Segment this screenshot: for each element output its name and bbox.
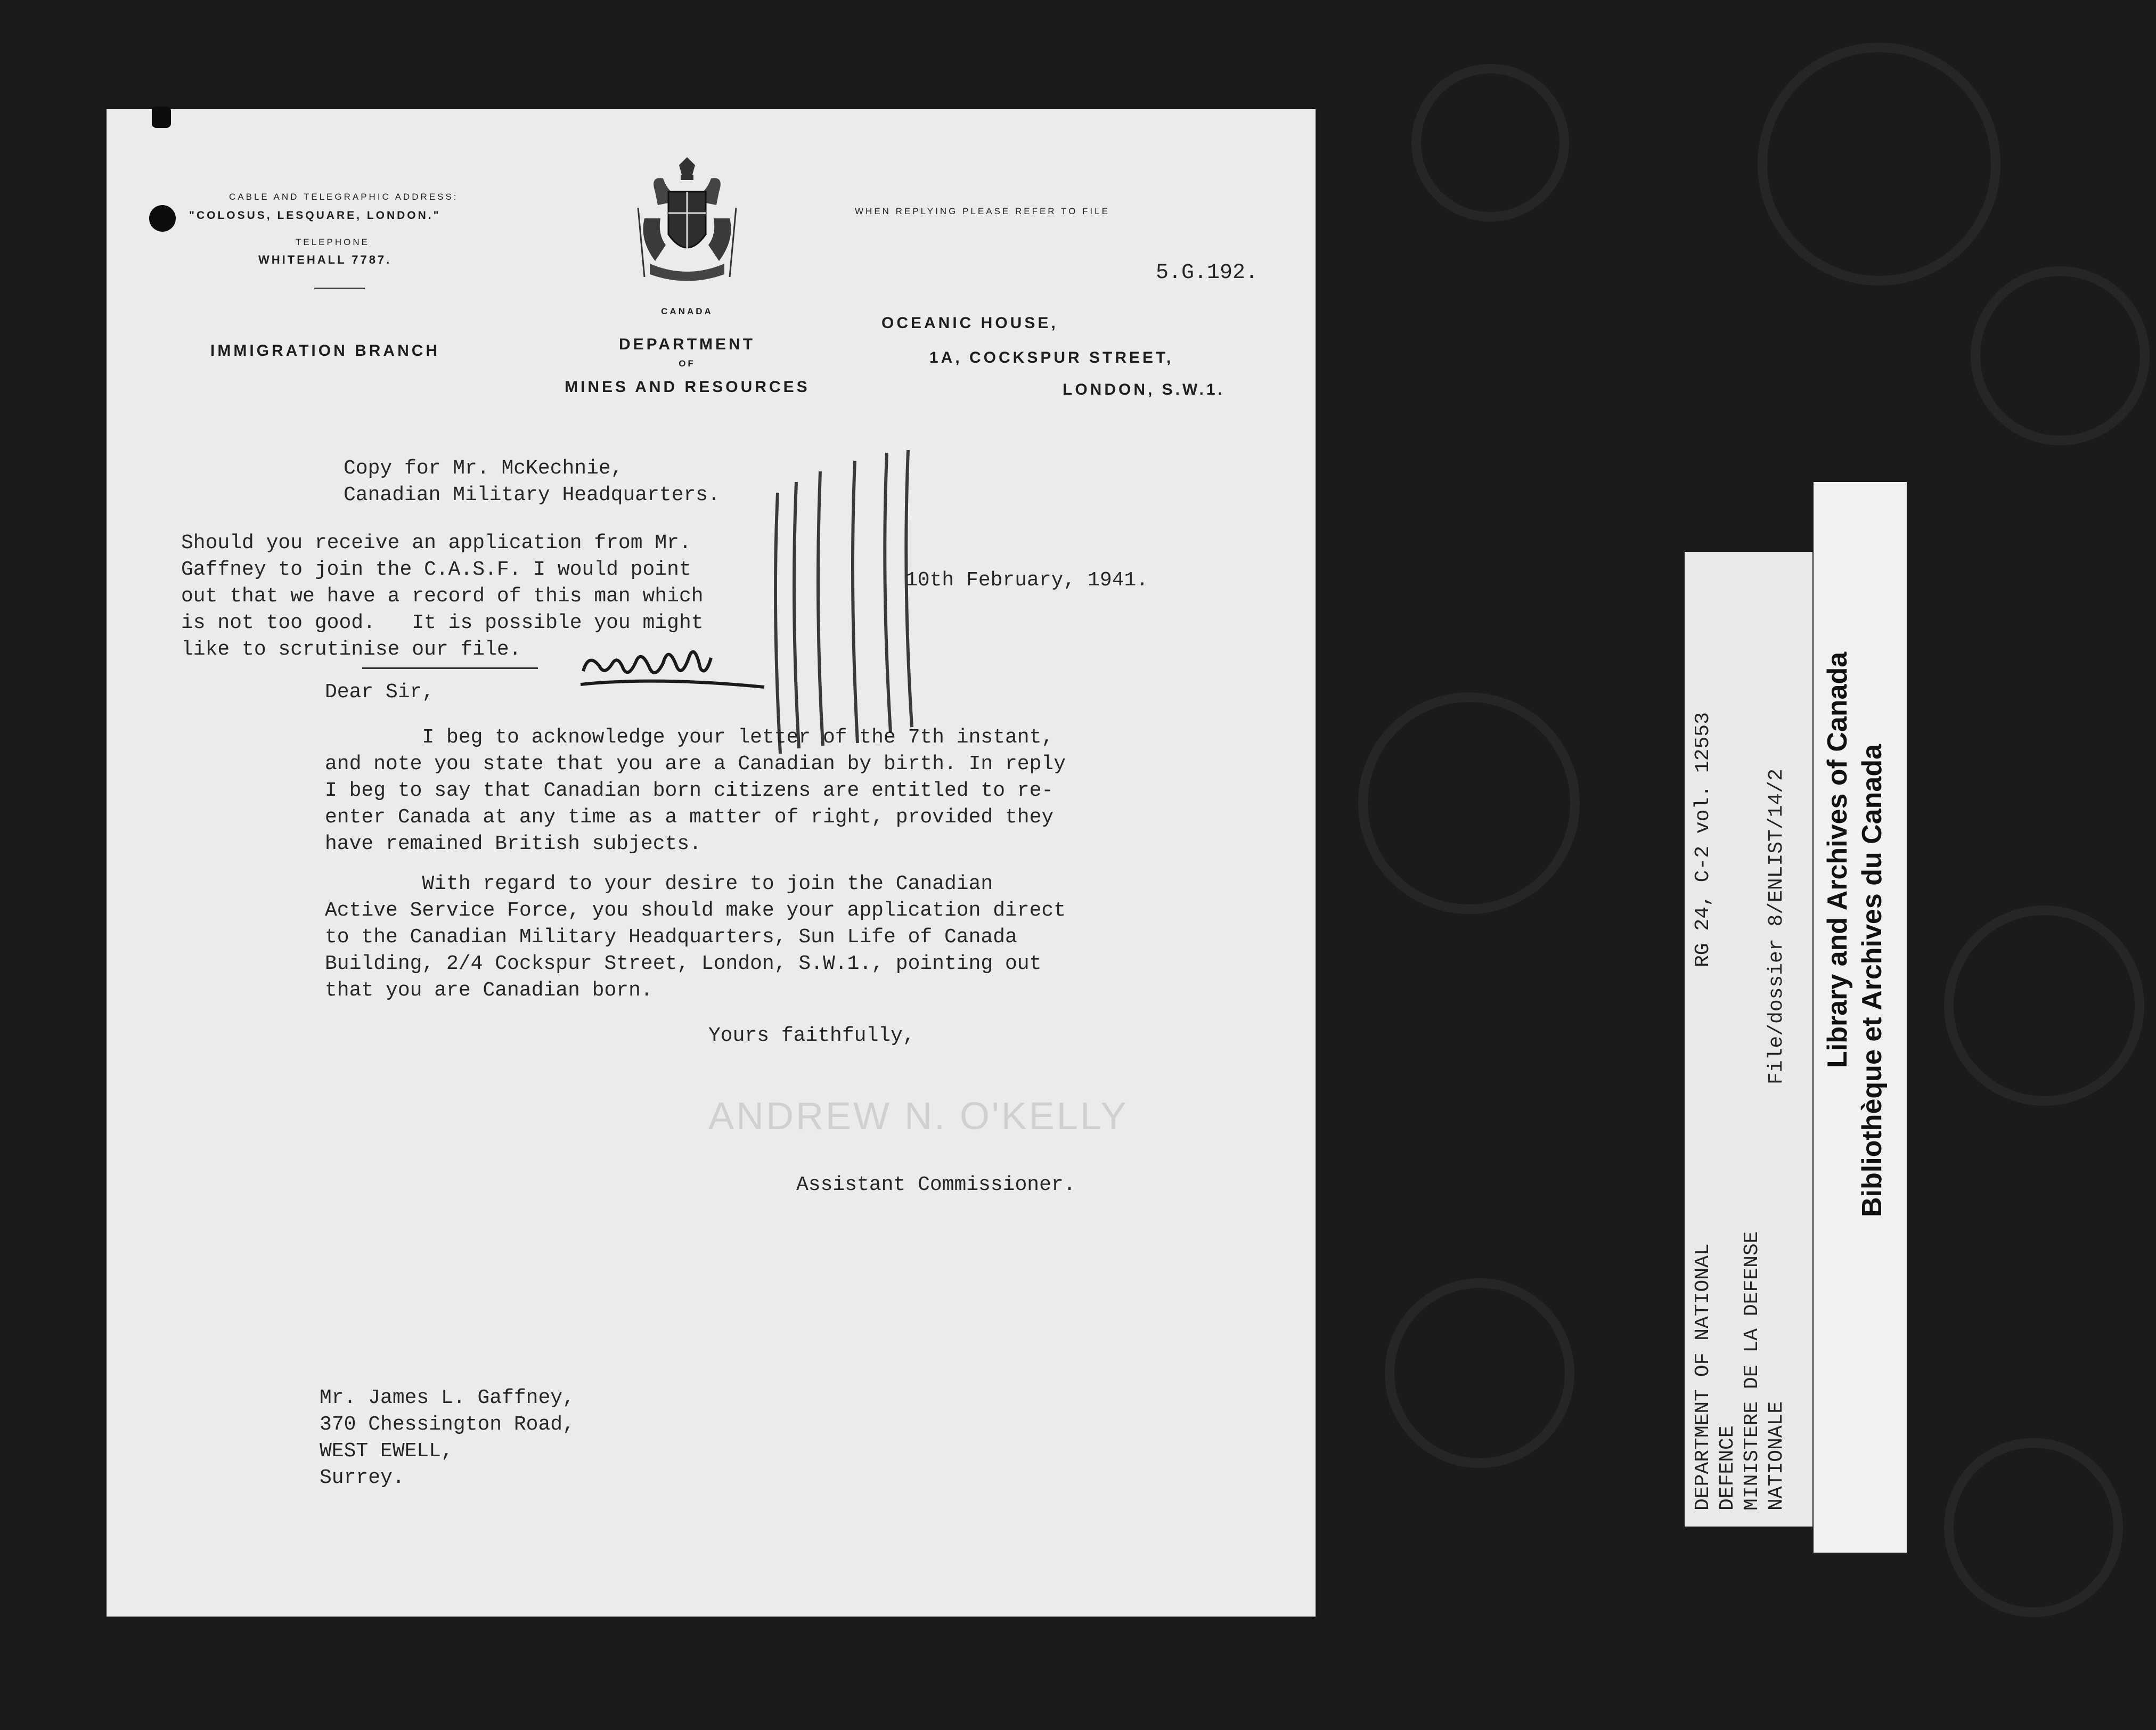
body-line: Active Service Force, you should make your application direct — [325, 899, 1066, 922]
cable-label: CABLE AND TELEGRAPHIC ADDRESS: — [229, 192, 459, 202]
archive-col2-line1: RG 24, C-2 vol. 12553 — [1692, 712, 1714, 967]
letter-page — [107, 109, 1316, 1617]
recipient-line: Mr. James L. Gaffney, — [320, 1386, 575, 1409]
copy-note-line2: Canadian Military Headquarters. — [344, 484, 720, 507]
telephone-number: WHITEHALL 7787. — [258, 253, 392, 266]
lac-line2: Bibliothèque et Archives du Canada — [1857, 744, 1888, 1217]
body-line: With regard to your desire to join the Canadian — [325, 872, 993, 895]
closing: Yours faithfully, — [708, 1024, 915, 1047]
body-paragraph-1 — [325, 724, 1066, 858]
file-reference: 5.G.192. — [1156, 261, 1259, 285]
letterhead-rule — [314, 288, 365, 289]
archive-reference-label — [1685, 552, 1812, 1527]
archive-col1-line1: DEPARTMENT OF NATIONAL — [1692, 1243, 1714, 1511]
archive-col1-line2: DEFENCE — [1716, 1425, 1739, 1511]
archive-col2-line2: MINISTERE DE LA DEFENSE — [1741, 1231, 1763, 1511]
lac-line1: Library and Archives of Canada — [1822, 651, 1853, 1068]
cable-address: "COLOSUS, LESQUARE, LONDON." — [189, 209, 441, 222]
letter-date: 10th February, 1941. — [905, 569, 1149, 592]
department-line1: DEPARTMENT — [618, 336, 756, 353]
department-line3: MINES AND RESOURCES — [565, 378, 810, 396]
body-line: I beg to say that Canadian born citizens are entitled to re- — [325, 779, 1054, 802]
address-line3: LONDON, S.W.1. — [1063, 381, 1226, 398]
body-line: that you are Canadian born. — [325, 979, 653, 1002]
note-line: is not too good. It is possible you might — [181, 611, 704, 634]
library-archives-label — [1814, 482, 1907, 1553]
copy-note-line1: Copy for Mr. McKechnie, — [344, 457, 623, 480]
handwritten-initials — [575, 634, 788, 698]
body-line: I beg to acknowledge your letter of the 7th instant, — [325, 726, 1054, 749]
body-paragraph-2 — [325, 871, 1066, 1004]
signer-title: Assistant Commissioner. — [796, 1173, 1076, 1196]
punch-hole-top — [152, 107, 171, 128]
annotation-rule — [362, 667, 538, 669]
body-line: and note you state that you are a Canadian by birth. In reply — [325, 753, 1066, 776]
body-line: have remained British subjects. — [325, 833, 701, 855]
signature-stamp: ANDREW N. O'KELLY — [708, 1095, 1129, 1138]
handwritten-marks — [767, 450, 1012, 770]
department-line2: OF — [679, 358, 696, 369]
archive-col3-line1: File/dossier 8/ENLIST/14/2 — [1765, 769, 1788, 1084]
archive-col3-line2: NATIONALE — [1765, 1401, 1788, 1511]
body-line: enter Canada at any time as a matter of right, provided they — [325, 806, 1054, 829]
recipient-line: 370 Chessington Road, — [320, 1413, 575, 1436]
body-line: Building, 2/4 Cockspur Street, London, S.W.1., pointing out — [325, 952, 1042, 975]
note-line: Gaffney to join the C.A.S.F. I would point — [181, 558, 691, 581]
punch-hole — [149, 205, 176, 232]
refer-to-file-note: WHEN REPLYING PLEASE REFER TO FILE — [855, 206, 1110, 216]
canada-coat-of-arms-icon — [634, 154, 740, 309]
note-line: like to scrutinise our file. — [181, 638, 521, 661]
crest-caption: CANADA — [661, 306, 713, 316]
body-line: to the Canadian Military Headquarters, Sun Life of Canada — [325, 926, 1017, 949]
immigration-branch: IMMIGRATION BRANCH — [210, 342, 440, 360]
recipient-address — [320, 1385, 575, 1491]
recipient-line: Surrey. — [320, 1466, 405, 1489]
note-line: Should you receive an application from Mr. — [181, 532, 691, 554]
telephone-label: TELEPHONE — [296, 237, 370, 247]
note-line: out that we have a record of this man which — [181, 585, 704, 608]
address-line2: 1A, COCKSPUR STREET, — [929, 349, 1174, 366]
recipient-line: WEST EWELL, — [320, 1440, 453, 1463]
address-line1: OCEANIC HOUSE, — [881, 314, 1058, 332]
salutation: Dear Sir, — [325, 681, 435, 704]
